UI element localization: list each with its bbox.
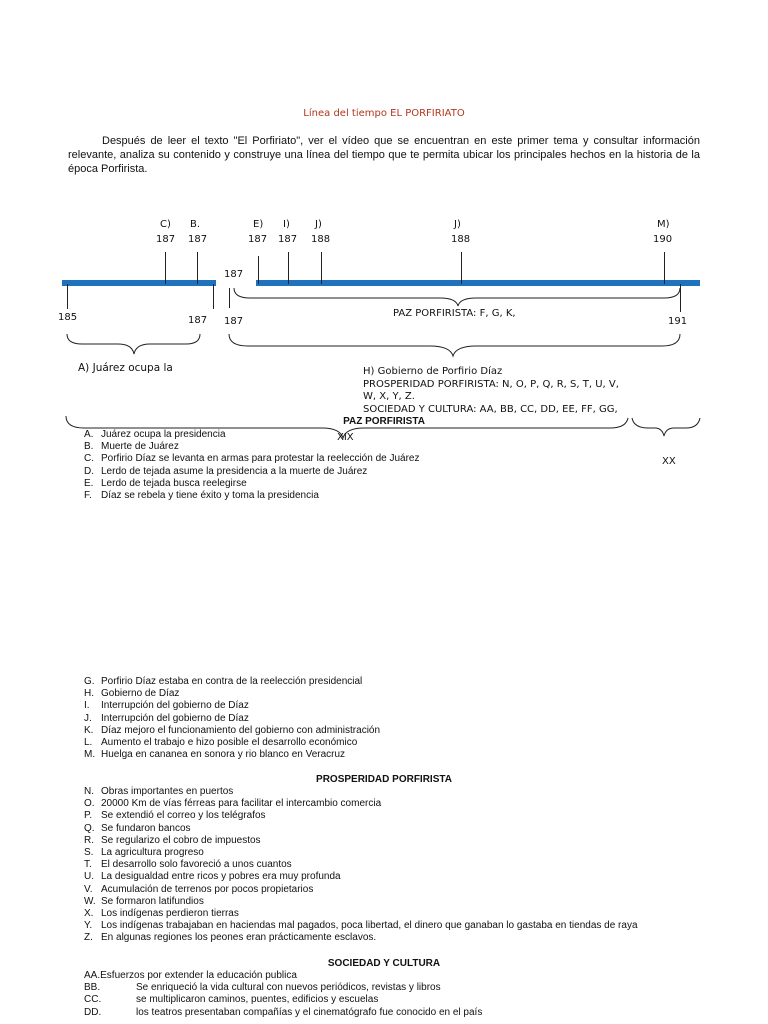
- marker-year-i: 187: [278, 234, 298, 245]
- list-item: G. Porfirio Díaz estaba en contra de la reelección presidencial: [84, 676, 363, 687]
- list-item: BB. Se enriqueció la vida cultural con nuevos periódicos, revistas y libros: [84, 982, 441, 994]
- gobierno-block: [363, 366, 619, 416]
- list-item: O. 20000 Km de vías férreas para facilitar el intercambio comercia: [84, 798, 382, 810]
- list-item: S. La agricultura progreso: [84, 847, 204, 859]
- events-list-c: [84, 786, 638, 945]
- list-item: J. Interrupción del gobierno de Díaz: [84, 712, 249, 724]
- paz-heading: PAZ PORFIRISTA: [343, 416, 425, 427]
- gobierno-line: PROSPERIDAD PORFIRISTA: N, O, P, Q, R, S, T, U, V,: [363, 378, 619, 390]
- list-item: N. Obras importantes en puertos: [84, 786, 234, 797]
- marker-letter-i: I): [283, 219, 290, 230]
- list-item: A. Juárez ocupa la presidencia: [84, 429, 226, 440]
- list-item: Q. Se fundaron bancos: [84, 822, 191, 834]
- gobierno-line: SOCIEDAD Y CULTURA: AA, BB, CC, DD, EE, FF, GG,: [363, 403, 618, 415]
- list-item: C. Porfirio Díaz se levanta en armas para protestar la reelección de Juárez: [84, 453, 420, 465]
- list-item: T. El desarrollo solo favoreció a unos cuantos: [84, 859, 292, 871]
- list-item: U. La desigualdad entre ricos y pobres era muy profunda: [84, 871, 341, 883]
- marker-year-m: 190: [653, 234, 673, 245]
- marker-year-j1: 188: [311, 234, 331, 245]
- end-year: 191: [668, 316, 688, 327]
- prosperidad-heading: PROSPERIDAD PORFIRISTA: [316, 774, 452, 785]
- gap-year-top: 187: [224, 269, 244, 280]
- marker-year-j2: 188: [451, 234, 471, 245]
- list-item: M. Huelga en cananea en sonora y rio blanco en Veracruz: [84, 749, 346, 761]
- events-list-d: [84, 970, 482, 1019]
- juarez-label: A) Juárez ocupa la: [78, 362, 173, 374]
- marker-letter-e: E): [253, 219, 264, 230]
- marker-letter-m: M): [657, 219, 670, 230]
- list-item: Z. En algunas regiones los peones eran prácticamente esclavos.: [84, 932, 377, 944]
- marker-letter-c: C): [160, 219, 171, 230]
- sociedad-heading: SOCIEDAD Y CULTURA: [327, 958, 441, 969]
- gobierno-line: H) Gobierno de Porfirio Díaz: [363, 366, 503, 377]
- marker-year-c: 187: [156, 234, 176, 245]
- list-item: H. Gobierno de Díaz: [84, 688, 180, 700]
- marker-letter-b: B.: [190, 219, 201, 230]
- marker-year-e: 187: [248, 234, 268, 245]
- events-list-a: [84, 429, 420, 502]
- document-title: Línea del tiempo EL PORFIRIATO: [303, 108, 465, 119]
- list-item: V. Acumulación de terrenos por pocos propietarios: [84, 883, 314, 895]
- start-year: 185: [58, 312, 78, 323]
- events-list-b: [84, 676, 380, 761]
- list-item: CC. se multiplicaron caminos, puentes, edificios y escuelas: [84, 994, 379, 1006]
- left-end-year: 187: [188, 315, 208, 326]
- marker-letter-j2: J): [454, 219, 461, 230]
- list-item: DD. los teatros presentaban compañías y el cinematógrafo fue conocido en el país: [84, 1006, 483, 1018]
- list-item: AA.Esfuerzos por extender la educación publica: [84, 970, 297, 981]
- list-item: D. Lerdo de tejada asume la presidencia a la muerte de Juárez: [84, 465, 368, 477]
- list-item: W. Se formaron latifundios: [84, 895, 204, 907]
- list-item: Y. Los indígenas trabajaban en haciendas mal pagados, poca libertad, el dinero que ganaban lo gastaba en tiendas de raya: [84, 920, 638, 932]
- marker-year-b: 187: [188, 234, 208, 245]
- list-item: X. Los indígenas perdieron tierras: [84, 908, 239, 920]
- list-item: L. Aumento el trabajo e hizo posible el desarrollo económico: [84, 737, 358, 749]
- list-item: B. Muerte de Juárez: [84, 441, 179, 453]
- list-item: I. Interrupción del gobierno de Díaz: [84, 700, 249, 712]
- list-item: R. Se regularizo el cobro de impuestos: [84, 834, 261, 846]
- list-item: P. Se extendió el correo y los telégrafos: [84, 810, 266, 822]
- paz-label: PAZ PORFIRISTA: F, G, K,: [393, 308, 516, 319]
- right-start-year: 187: [224, 316, 244, 327]
- marker-letter-j1: J): [315, 219, 322, 230]
- list-item: F. Díaz se rebela y tiene éxito y toma la presidencia: [84, 490, 319, 502]
- intro-paragraph: Después de leer el texto "El Porfiriato", ver el vídeo que se encuentran en este primer tema y consultar información relevante, analiza su contenido y construye una línea del tiempo que te permita ubicar los principales hechos en la historia de la época Porfirista.: [68, 135, 700, 175]
- list-item: E. Lerdo de tejada busca reelegirse: [84, 477, 247, 489]
- century-xx: XX: [662, 456, 676, 467]
- gobierno-line: W, X, Y, Z.: [363, 391, 415, 402]
- list-item: K. Díaz mejoro el funcionamiento del gobierno con administración: [84, 724, 381, 736]
- century-xix: XIX: [337, 432, 354, 443]
